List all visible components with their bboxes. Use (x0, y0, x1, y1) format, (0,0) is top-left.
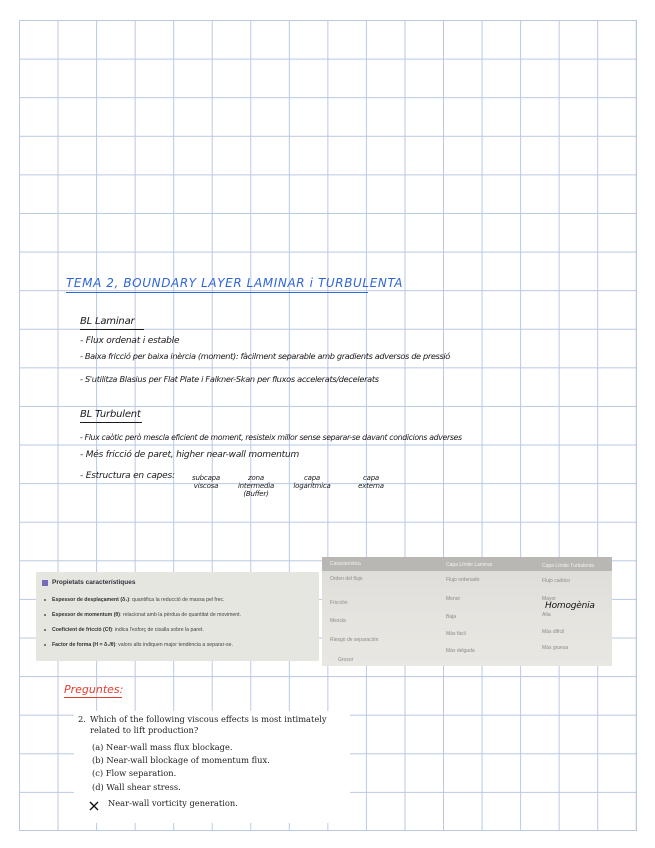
laminar-line-2: - Baixa fricció per baixa inèrcia (moment): fàcilment separable amb gradients adversos de pressió (80, 351, 450, 361)
property-item: Coeficient de fricció (Cf): indica l'esforç de cisalla sobre la paret. (44, 627, 204, 633)
layer-outer-region: capa externa (358, 474, 384, 490)
questions-heading-underline (64, 697, 122, 698)
table-cell: Riesgo de separación (330, 637, 379, 643)
table-cell: Fricción (330, 600, 348, 606)
handwritten-homogenia: Homogènia (545, 601, 595, 611)
title-underline (66, 292, 368, 293)
turbulent-line-1: - Flux caòtic però mescla eficient de moment, resisteix millor sense separar-se davant condicions adverses (80, 433, 462, 442)
table-cell: Grosor (338, 657, 354, 663)
option-c: (c) Flow separation. (92, 768, 177, 778)
turbulent-heading-underline (80, 422, 142, 423)
questions-heading: Preguntes: (64, 683, 124, 696)
option-b: (b) Near-wall blockage of momentum flux. (92, 755, 270, 765)
section-marker-icon (42, 580, 48, 586)
layer-buffer-zone: zona intermedia (Buffer) (237, 474, 275, 498)
laminar-heading: BL Laminar (80, 316, 135, 327)
page-title: TEMA 2, BOUNDARY LAYER LAMINAR i TURBULENTA (66, 276, 404, 290)
table-cell: Orden del flujo (330, 576, 363, 582)
table-cell: Más gruesa (542, 645, 569, 651)
table-cell: Alta (542, 612, 551, 618)
comparison-table-photo (322, 557, 612, 666)
turbulent-line-3: - Estructura en capes: (80, 471, 175, 481)
table-cell: Menor (446, 596, 461, 602)
turbulent-heading: BL Turbulent (80, 409, 141, 420)
property-item: Factor de forma (H = δ₁/θ): valors alts indiquen major tendència a separar-se. (44, 642, 233, 648)
question-prompt-line-2: related to lift production? (90, 725, 199, 735)
option-a: (a) Near-wall mass flux blockage. (92, 742, 233, 752)
table-cell: Baja (446, 614, 457, 620)
table-cell: Flujo caótico (542, 578, 571, 584)
laminar-line-3: - S'utilitza Blasius per Flat Plate i Falkner-Skan per fluxos accelerats/decelerats (80, 374, 379, 384)
table-cell: Flujo ordenado (446, 577, 480, 583)
table-cell: Más difícil (542, 629, 565, 635)
table-cell: Más fácil (446, 631, 466, 637)
graph-paper-grid (19, 20, 637, 831)
properties-photo (36, 572, 319, 661)
cross-mark-icon (89, 801, 99, 811)
property-item: Espessor de momentum (θ): relacionat amb la pèrdua de quantitat de moviment. (44, 612, 241, 618)
table-header: Capa Límite Laminar (446, 562, 493, 568)
table-header: Capa Límite Turbulenta (542, 563, 594, 569)
table-cell: Mezcla (330, 618, 346, 624)
question-number: 2. (78, 714, 86, 724)
option-d: (d) Wall shear stress. (92, 782, 181, 792)
layer-log-region: capa logarítmica (293, 474, 331, 490)
option-e-selected: Near-wall vorticity generation. (108, 798, 238, 808)
layer-viscous-sublayer: subcapa viscosa (192, 474, 220, 490)
question-block (74, 711, 350, 823)
table-cell: Más delgada (446, 648, 475, 654)
table-cell: Mayor (542, 596, 556, 602)
property-item: Espessor de desplaçament (δ₁): quantifica la reducció de massa pel frec. (44, 597, 225, 603)
question-prompt-line-1: Which of the following viscous effects is most intimately (90, 714, 327, 724)
laminar-line-1: - Flux ordenat i estable (80, 336, 180, 346)
properties-heading: Propietats característiques (52, 579, 136, 586)
table-header: Característica (330, 561, 361, 567)
turbulent-line-2: - Més fricció de paret, higher near-wall momentum (80, 450, 300, 460)
laminar-heading-underline (80, 329, 144, 330)
